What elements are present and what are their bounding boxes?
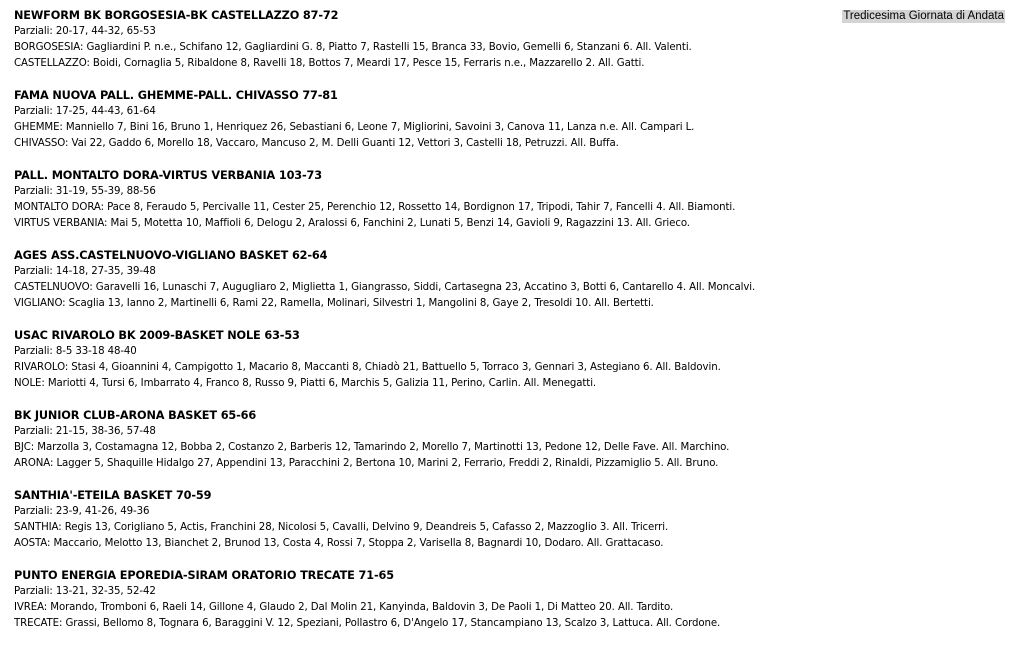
home-roster: BJC: Marzolla 3, Costamagna 12, Bobba 2, Costanzo 2, Barberis 12, Tamarindo 2, Morello 7, Martinotti 13, Pedone 12, Delle Fave. All. Marchino. [14,442,730,453]
game-title: AGES ASS.CASTELNUOVO-VIGLIANO BASKET 62-64 [14,249,328,262]
away-roster: ARONA: Lagger 5, Shaquille Hidalgo 27, Appendini 13, Paracchini 2, Bertona 10, Marini 2, Ferrario, Freddi 2, Rinaldi, Pizzamiglio 5. All. Bruno. [14,458,719,469]
home-roster: GHEMME: Manniello 7, Bini 16, Bruno 1, Henriquez 26, Sebastiani 6, Leone 7, Migliorini, Savoini 3, Canova 11, Lanza n.e. All. Campari L. [14,122,695,133]
game-partials: Parziali: 23-9, 41-26, 49-36 [14,506,150,517]
game-partials: Parziali: 13-21, 32-35, 52-42 [14,586,156,597]
game-partials: Parziali: 8-5 33-18 48-40 [14,346,137,357]
home-roster: CASTELNUOVO: Garavelli 16, Lunaschi 7, Augugliaro 2, Miglietta 1, Giangrasso, Siddi, Cartasegna 23, Accatino 3, Botti 6, Cantarello 4. All. Moncalvi. [14,282,756,293]
game-partials: Parziali: 20-17, 44-32, 65-53 [14,26,156,37]
game-block [14,168,1004,232]
game-partials: Parziali: 14-18, 27-35, 39-48 [14,266,156,277]
game-title: SANTHIA'-ETEILA BASKET 70-59 [14,489,212,502]
game-block [14,568,1004,632]
away-roster: VIRTUS VERBANIA: Mai 5, Motetta 10, Maffioli 6, Delogu 2, Aralossi 6, Fanchini 2, Lunati 5, Benzi 14, Gavioli 9, Ragazzini 13. All. Grieco. [14,218,690,229]
game-partials: Parziali: 17-25, 44-43, 61-64 [14,106,156,117]
home-roster: SANTHIA: Regis 13, Corigliano 5, Actis, Franchini 28, Nicolosi 5, Cavalli, Delvino 9, Deandreis 5, Cafasso 2, Mazzoglio 3. All. Tricerri. [14,522,669,533]
game-title: PUNTO ENERGIA EPOREDIA-SIRAM ORATORIO TRECATE 71-65 [14,569,394,582]
game-title: BK JUNIOR CLUB-ARONA BASKET 65-66 [14,409,257,422]
game-title: NEWFORM BK BORGOSESIA-BK CASTELLAZZO 87-72 [14,9,339,22]
home-roster: RIVAROLO: Stasi 4, Gioannini 4, Campigotto 1, Macario 8, Maccanti 8, Chiadò 21, Battuello 5, Torraco 3, Gennari 3, Astegiano 6. All. Baldovin. [14,362,721,373]
away-roster: TRECATE: Grassi, Bellomo 8, Tognara 6, Baraggini V. 12, Speziani, Pollastro 6, D'Angelo 17, Stancampiano 13, Scalzo 3, Lattuca. All. Cordone. [14,618,721,629]
away-roster: VIGLIANO: Scaglia 13, Ianno 2, Martinelli 6, Rami 22, Ramella, Molinari, Silvestri 1, Mangolini 8, Gaye 2, Tresoldi 10. All. Bertetti. [14,298,654,309]
game-block [14,8,1004,72]
results-list [14,8,1004,648]
home-roster: IVREA: Morando, Tromboni 6, Raeli 14, Gillone 4, Glaudo 2, Dal Molin 21, Kanyinda, Baldovin 3, De Paoli 1, Di Matteo 20. All. Tardito. [14,602,674,613]
away-roster: NOLE: Mariotti 4, Tursi 6, Imbarrato 4, Franco 8, Russo 9, Piatti 6, Marchis 5, Galizia 11, Perino, Carlin. All. Menegatti. [14,378,597,389]
home-roster: MONTALTO DORA: Pace 8, Feraudo 5, Percivalle 11, Cester 25, Perenchio 12, Rossetto 14, Bordignon 17, Tripodi, Tahir 7, Fancelli 4. All. Biamonti. [14,202,736,213]
away-roster: CHIVASSO: Vai 22, Gaddo 6, Morello 18, Vaccaro, Mancuso 2, M. Delli Guanti 12, Vettori 3, Castelli 18, Petruzzi. All. Buffa. [14,138,619,149]
game-block [14,88,1004,152]
round-badge: Tredicesima Giornata di Andata [843,10,1004,22]
away-roster: AOSTA: Maccario, Melotto 13, Bianchet 2, Brunod 13, Costa 4, Rossi 7, Stoppa 2, Varisella 8, Bagnardi 10, Dodaro. All. Grattacaso. [14,538,664,549]
game-block [14,328,1004,392]
home-roster: BORGOSESIA: Gagliardini P. n.e., Schifano 12, Gagliardini G. 8, Piatto 7, Rastelli 15, Branca 33, Bovio, Gemelli 6, Stanzani 6. All. Valenti. [14,42,692,53]
game-title: USAC RIVAROLO BK 2009-BASKET NOLE 63-53 [14,329,300,342]
game-partials: Parziali: 21-15, 38-36, 57-48 [14,426,156,437]
game-title: PALL. MONTALTO DORA-VIRTUS VERBANIA 103-73 [14,169,322,182]
game-block [14,488,1004,552]
away-roster: CASTELLAZZO: Boidi, Cornaglia 5, Ribaldone 8, Ravelli 18, Bottos 7, Meardi 17, Pesce 15, Ferraris n.e., Mazzarello 2. All. Gatti. [14,58,645,69]
game-block [14,408,1004,472]
game-block [14,248,1004,312]
game-title: FAMA NUOVA PALL. GHEMME-PALL. CHIVASSO 77-81 [14,89,338,102]
game-partials: Parziali: 31-19, 55-39, 88-56 [14,186,156,197]
